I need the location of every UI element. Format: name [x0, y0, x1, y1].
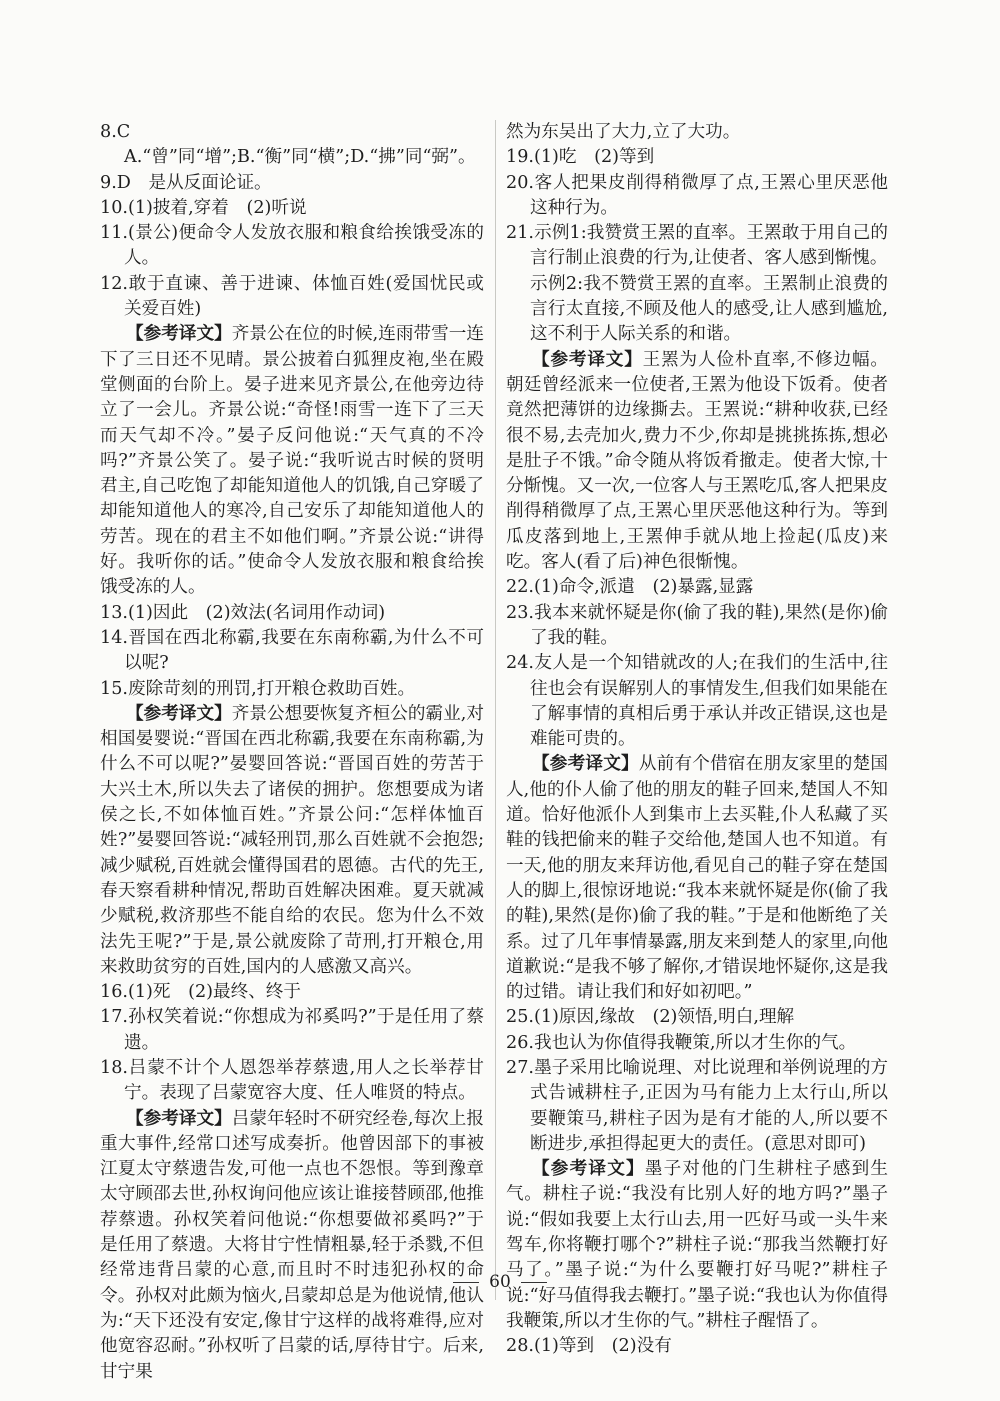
dash-left [453, 1282, 479, 1283]
answer-20: 20.客人把果皮削得稍微厚了点,王罴心里厌恶他这种行为。 [506, 172, 888, 218]
translation-text: 齐景公在位的时候,连雨带雪一连下了三日还不见晴。景公披着白狐狸皮袍,坐在殿堂侧面的台阶上。晏子进来见齐景公,在他旁边待立了一会儿。齐景公说:“奇怪!雨雪一连下了三天而天气却不冷。”晏子反问他说:“天气真的不冷吗?”齐景公笑了。晏子说:“我听说古时候的贤明君主,自己吃饱了却能知道他人的饥饿,自己穿暖了却能知道他人的寒冷,自己安乐了却能知道他人的劳苦。现在的君主不如他们啊。”齐景公说:“讲得好。我听你的话。”使命令人发放衣服和粮食给挨饿受冻的人。 [100, 324, 484, 598]
answer-11: 11.(景公)便命令人发放衣服和粮食给挨饿受冻的人。 [100, 223, 484, 269]
translation-text: 从前有个借宿在朋友家里的楚国人,他的仆人偷了他的朋友的鞋子回来,楚国人不知道。恰好他派仆人到集市上去买鞋,仆人私藏了买鞋的钱把偷来的鞋子交给他,楚国人也不知道。有一天,他的朋友来拜访他,看见自己的鞋子穿在楚国人的脚上,很惊讶地说:“我本来就怀疑是你(偷了我的鞋),果然(是你)偷了我的鞋。”于是和他断绝了关系。过了几年事情暴露,朋友来到楚人的家里,向他道歉说:“是我不够了解你,才错误地怀疑你,这是我的过错。请让我们和好如初吧。” [506, 754, 888, 1003]
answer-28: 28.(1)等到 (2)没有 [506, 1336, 672, 1357]
translation-4 [506, 348, 888, 576]
answer-8: 8.C A.“曾”同“增”;B.“衡”同“横”;D.“拂”同“弼”。 [100, 122, 476, 168]
answer-24: 24.友人是一个知错就改的人;在我们的生活中,往往也会有误解别人的事情发生,但我们如果能在了解事情的真相后勇于承认并改正错误,这也是难能可贵的。 [506, 653, 888, 750]
answer-14: 14.晋国在西北称霸,我要在东南称霸,为什么不可以呢? [100, 627, 484, 674]
right-column [506, 120, 888, 1357]
translation-label: 【参考译文】 [126, 1108, 232, 1129]
answer-13: 13.(1)因此 (2)效法(名词用作动词) [100, 602, 386, 623]
left-column [100, 120, 484, 1382]
answer-16: 16.(1)死 (2)最终、终于 [100, 982, 301, 1003]
answer-23: 23.我本来就怀疑是你(偷了我的鞋),果然(是你)偷了我的鞋。 [506, 602, 888, 648]
answer-19: 19.(1)吃 (2)等到 [506, 147, 655, 168]
answer-17: 17.孙权笑着说:“你想成为祁奚吗?”于是任用了蔡遗。 [100, 1007, 484, 1053]
translation-6 [506, 1157, 888, 1334]
answer-21-example-2: 示例2:我不赞赏王罴的直率。王罴制止浪费的言行太直接,不顾及他人的感受,让人感到尴尬,这不利于人际关系的和谐。 [530, 273, 888, 345]
translation-text: 吕蒙年轻时不研究经卷,每次上报重大事件,经常口述写成奏折。他曾因部下的事被江夏太守蔡遗告发,可他一点也不怨恨。等到豫章太守顾邵去世,孙权询问他应该让谁接替顾邵,他推荐蔡遗。孙权笑着问他说:“你想要做祁奚吗?”于是任用了蔡遗。大将甘宁性情粗暴,轻于杀戮,不但经常违背吕蒙的心意,而且时不时违犯孙权的命令。孙权对此颇为恼火,吕蒙却总是为他说情,他认为:“天下还没有安定,像甘宁这样的战将难得,应对他宽容忍耐。”孙权听了吕蒙的话,厚待甘宁。后来,甘宁果 [100, 1108, 484, 1382]
page-number [0, 1272, 1000, 1292]
translation-text: 墨子对他的门生耕柱子感到生气。耕柱子说:“我没有比别人好的地方吗?”墨子说:“假如我要上太行山去,用一匹好马或一头牛来驾车,你将鞭打哪个?”耕柱子说:“那我当然鞭打好马了。”墨子说:“为什么要鞭打好马呢?”耕柱子说:“好马值得我去鞭打。”墨子说:“我也认为你值得我鞭策,所以才生你的气。”耕柱子醒悟了。 [506, 1159, 888, 1331]
translation-label: 【参考译文】 [126, 703, 232, 724]
answer-27: 27.墨子采用比喻说理、对比说理和举例说理的方式告诫耕柱子,正因为马有能力上太行山,所以要鞭策马,耕柱子因为是有才能的人,所以要不断进步,承担得起更大的责任。(意思对即可) [506, 1057, 888, 1154]
translation-text: 王罴为人俭朴直率,不修边幅。朝廷曾经派来一位使者,王罴为他设下饭肴。使者竟然把薄饼的边缘撕去。王罴说:“耕种收获,已经很不易,去壳加火,费力不少,你却是挑挑拣拣,想必是肚子不饿。”命令随从将饭肴撤走。使者大惊,十分惭愧。又一次,一位客人与王罴吃瓜,客人把果皮削得稍微厚了点,王罴心里厌恶他这种行为。等到瓜皮落到地上,王罴伸手就从地上捡起(瓜皮)来吃。客人(看了后)神色很惭愧。 [506, 349, 888, 573]
translation-text: 齐景公想要恢复齐桓公的霸业,对相国晏婴说:“晋国在西北称霸,我要在东南称霸,为什么不可以呢?”晏婴回答说:“晋国百姓的劳苦于大兴土木,所以失去了诸侯的拥护。您想要成为诸侯之长,不如体恤百姓。”齐景公问:“怎样体恤百姓?”晏婴回答说:“减轻刑罚,那么百姓就不会抱怨;减少赋税,百姓就会懂得国君的恩德。古代的先王,春天察看耕种情况,帮助百姓解决困难。夏天就减少赋税,救济那些不能自给的农民。您为什么不效法先王呢?”于是,景公就废除了苛刑,打开粮仓,用来救助贫穷的百姓,国内的人感激又高兴。 [100, 703, 484, 977]
answer-15: 15.废除苛刻的刑罚,打开粮仓救助百姓。 [100, 678, 416, 699]
translation-5 [506, 752, 888, 1005]
translation-label: 【参考译文】 [126, 324, 232, 345]
translation-label: 【参考译文】 [532, 1159, 645, 1180]
answer-12: 12.敢于直谏、善于进谏、体恤百姓(爱国忧民或关爱百姓) [100, 273, 484, 320]
translation-2 [100, 702, 484, 980]
translation-label: 【参考译文】 [532, 349, 643, 370]
answer-25: 25.(1)原因,缘故 (2)领悟,明白,理解 [506, 1007, 795, 1028]
continuation-text: 然为东吴出了大力,立了大功。 [506, 122, 741, 142]
answer-22: 22.(1)命令,派遣 (2)暴露,显露 [506, 577, 754, 598]
answer-18: 18.吕蒙不计个人恩怨举荐蔡遗,用人之长举荐甘宁。表现了吕蒙宽容大度、任人唯贤的特点。 [100, 1057, 484, 1104]
answer-21-example-1: 21.示例1:我赞赏王罴的直率。王罴敢于用自己的言行制止浪费的行为,让使者、客人感到惭愧。 [506, 223, 888, 269]
translation-label: 【参考译文】 [532, 754, 639, 775]
translation-1 [100, 322, 484, 600]
answer-10: 10.(1)披着,穿着 (2)听说 [100, 197, 307, 218]
column-divider [495, 120, 496, 1300]
answer-26: 26.我也认为你值得我鞭策,所以才生你的气。 [506, 1032, 857, 1053]
answer-9: 9.D 是从反面论证。 [100, 172, 272, 193]
translation-3 [100, 1107, 484, 1385]
dash-right [521, 1282, 547, 1283]
page-number-text: 60 [489, 1272, 511, 1292]
